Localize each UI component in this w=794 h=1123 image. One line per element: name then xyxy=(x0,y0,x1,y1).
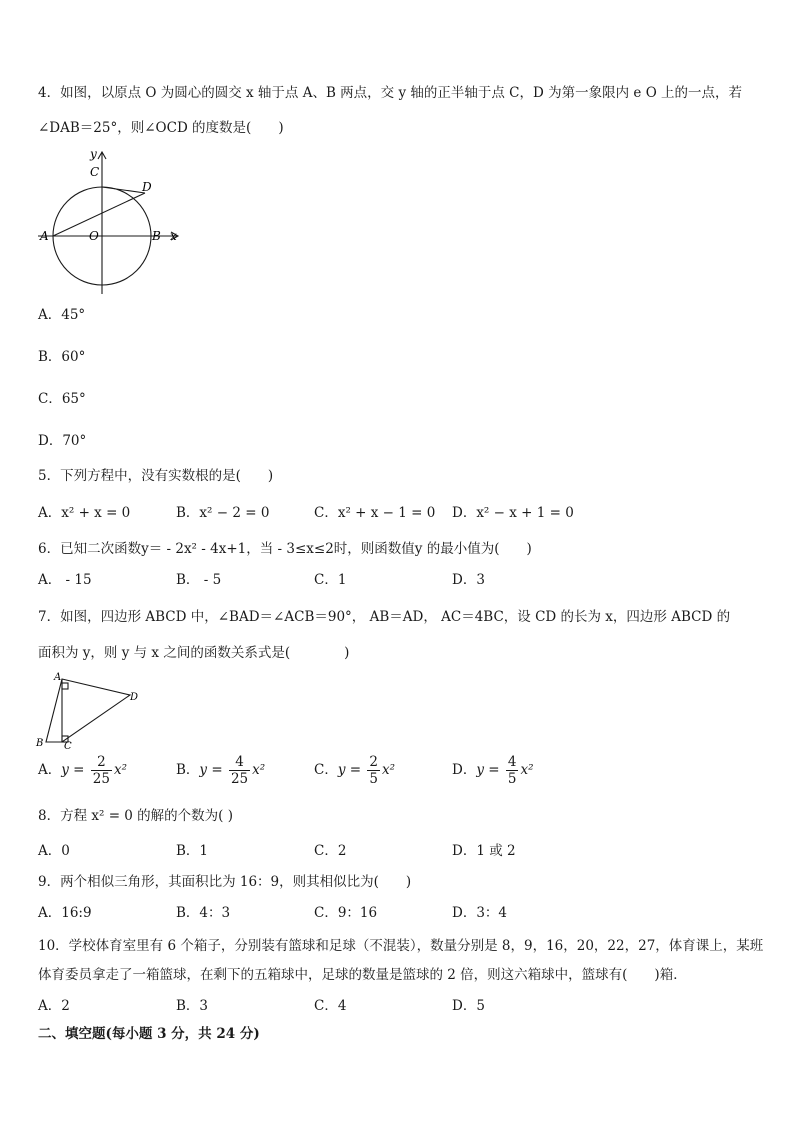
q7-option-d-fraction xyxy=(506,754,519,787)
q5-option-d: D．x² − x + 1 = 0 xyxy=(452,505,574,521)
q10-option-d: D．5 xyxy=(452,998,485,1014)
q4-circle-figure xyxy=(34,146,194,296)
label-a: A xyxy=(54,672,62,683)
q5-option-a: A．x² + x = 0 xyxy=(38,505,131,521)
q10-stem-line2: 体育委员拿走了一箱篮球，在剩下的五箱球中，足球的数量是篮球的 2 倍，则这六箱球中，篮球有( )箱． xyxy=(38,967,687,983)
q7-option-b-fraction xyxy=(229,754,250,787)
label-c: C xyxy=(90,165,100,179)
q9-option-d: D．3：4 xyxy=(452,905,508,921)
q6-option-a: A． - 15 xyxy=(38,572,92,588)
q7-option-d-numerator: 4 xyxy=(507,754,517,770)
q7-stem-line2: 面积为 y，则 y 与 x 之间的函数关系式是( ) xyxy=(38,645,350,661)
q9-option-b: B．4：3 xyxy=(176,905,231,921)
q8-stem: 8．方程 x² = 0 的解的个数为( ) xyxy=(38,808,234,824)
section2-heading: 二、填空题(每小题 3 分，共 24 分) xyxy=(38,1026,260,1042)
q7-option-d xyxy=(452,754,533,787)
q10-option-c: C．4 xyxy=(314,998,347,1014)
q10-option-b: B．3 xyxy=(176,998,209,1014)
q6-option-d: D．3 xyxy=(452,572,485,588)
right-angle-a xyxy=(62,683,68,689)
q7-option-c-rhs: x² xyxy=(381,762,395,778)
q7-option-a xyxy=(38,754,127,787)
quadrilateral-abcd xyxy=(46,679,130,742)
q5-option-c: C．x² + x − 1 = 0 xyxy=(314,505,436,521)
q7-option-b-numerator: 4 xyxy=(229,754,250,771)
q6-stem: 6．已知二次函数y＝ - 2x² - 4x+1，当 - 3≤x≤2时，则函数值y 的最小值为( ) xyxy=(38,541,532,557)
q9-option-c: C．9：16 xyxy=(314,905,378,921)
q7-option-d-denominator: 5 xyxy=(507,771,517,787)
q5-stem: 5．下列方程中，没有实数根的是( ) xyxy=(38,468,274,484)
q7-option-d-rhs: x² xyxy=(520,762,534,778)
label-c: C xyxy=(64,741,72,750)
label-b: B xyxy=(36,738,44,749)
q7-option-c-lhs: y = xyxy=(337,762,366,778)
q7-option-c-numerator: 2 xyxy=(369,754,378,770)
q7-option-a-rhs: x² xyxy=(113,762,127,778)
label-a: A xyxy=(40,229,49,243)
label-d: D xyxy=(142,180,152,194)
q7-option-a-denominator: 25 xyxy=(92,771,110,787)
q10-stem-line1: 10．学校体育室里有 6 个箱子，分别装有篮球和足球（不混装），数量分别是 8，9，16，20，22，27，体育课上，某班 xyxy=(38,938,764,954)
label-b: B xyxy=(152,229,161,243)
q5-option-b: B．x² − 2 = 0 xyxy=(176,505,270,521)
q4-option-d: D．70° xyxy=(38,433,87,449)
label-o: O xyxy=(89,229,99,243)
q8-option-c: C．2 xyxy=(314,843,347,859)
q7-option-b-rhs: x² xyxy=(252,762,266,778)
q4-stem-line2: ∠DAB＝25°，则∠OCD 的度数是( ) xyxy=(38,120,284,136)
q4-stem-line1: 4．如图，以原点 O 为圆心的圆交 x 轴于点 A、B 两点，交 y 轴的正半轴于点 C，D 为第一象限内 e O 上的一点，若 xyxy=(38,85,743,101)
q7-option-b xyxy=(176,754,265,787)
label-d: D xyxy=(130,692,139,703)
q4-option-c: C．65° xyxy=(38,391,86,407)
q4-option-b: B．60° xyxy=(38,349,86,365)
q8-option-d: D．1 或 2 xyxy=(452,843,516,859)
q7-quadrilateral-figure xyxy=(34,670,144,750)
q7-option-a-numerator: 2 xyxy=(91,754,112,771)
q4-option-a: A．45° xyxy=(38,307,86,323)
q7-option-b-prefix: B． xyxy=(176,762,200,778)
label-y: y xyxy=(90,147,97,161)
q6-option-c: C．1 xyxy=(314,572,347,588)
q6-option-b: B． - 5 xyxy=(176,572,222,588)
q7-option-d-lhs: y = xyxy=(476,762,504,778)
q7-option-d-prefix: D． xyxy=(452,762,477,778)
q7-option-c-denominator: 5 xyxy=(369,771,378,787)
q7-option-b-denominator: 25 xyxy=(230,771,249,787)
q7-option-c xyxy=(314,754,395,787)
q7-option-a-lhs: y = xyxy=(61,762,89,778)
q7-option-c-prefix: C． xyxy=(314,762,338,778)
q7-option-a-fraction xyxy=(91,754,112,787)
q7-option-c-fraction xyxy=(367,754,380,787)
q7-stem-line1: 7．如图，四边形 ABCD 中，∠BAD＝∠ACB＝90°， AB＝AD， AC＝4BC，设 CD 的长为 x，四边形 ABCD 的 xyxy=(38,609,731,625)
q8-option-b: B．1 xyxy=(176,843,209,859)
segment-ad xyxy=(53,193,145,236)
q7-option-a-prefix: A． xyxy=(38,762,62,778)
q10-option-a: A．2 xyxy=(38,998,70,1014)
q9-option-a: A．16:9 xyxy=(38,905,92,921)
q7-option-b-lhs: y = xyxy=(199,762,227,778)
q8-option-a: A．0 xyxy=(38,843,70,859)
label-x: x xyxy=(170,229,177,243)
q9-stem: 9．两个相似三角形，其面积比为 16：9，则其相似比为( ) xyxy=(38,874,412,890)
